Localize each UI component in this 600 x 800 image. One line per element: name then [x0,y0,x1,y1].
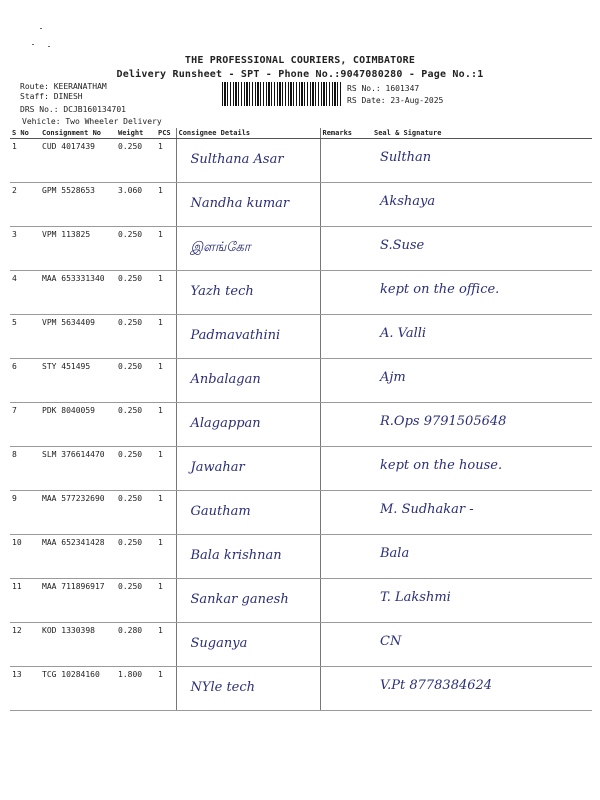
cell-consignee [176,139,320,183]
table-row [10,447,592,491]
cell-remarks [320,403,372,447]
cell-pcs [156,491,176,535]
cell-pcs [156,359,176,403]
cell-weight [116,623,156,667]
cell-signature [372,359,592,403]
cell-sno [10,447,40,491]
cell-sno [10,183,40,227]
cell-consignment-no-text: SLM 376614470 [42,450,105,459]
cell-consignment-no [40,227,116,271]
signature-handwriting: R.Ops 9791505648 [380,414,507,429]
cell-sno-text: 5 [12,318,17,327]
cell-weight-text: 0.280 [118,626,143,635]
consignee-handwriting: Alagappan [190,416,261,431]
cell-remarks [320,315,372,359]
cell-pcs-text: 1 [158,582,163,591]
cell-pcs [156,403,176,447]
route-label: Route: KEERANATHAM [20,82,107,91]
cell-signature [372,623,592,667]
scan-speck [32,44,34,45]
cell-consignment-no-text: VPM 113825 [42,230,91,239]
cell-sno-text: 8 [12,450,17,459]
cell-sno [10,623,40,667]
cell-weight [116,183,156,227]
cell-pcs-text: 1 [158,538,163,547]
cell-consignment-no-text: MAA 653331340 [42,274,105,283]
cell-pcs [156,535,176,579]
company-title: THE PROFESSIONAL COURIERS, COIMBATORE [184,55,416,66]
rs-number: RS No.: 1601347 [347,84,420,93]
cell-weight [116,139,156,183]
cell-remarks [320,491,372,535]
signature-handwriting: Bala [380,546,410,561]
runsheet-subtitle: Delivery Runsheet - SPT - Phone No.:9047080280 - Page No.:1 [116,69,484,80]
delivery-table [10,128,592,711]
cell-sno [10,315,40,359]
cell-consignment-no [40,623,116,667]
cell-consignment-no [40,491,116,535]
table-row [10,535,592,579]
table-header-row [10,128,592,139]
cell-remarks [320,579,372,623]
cell-remarks [320,359,372,403]
cell-consignment-no-text: STY 451495 [42,362,91,371]
col-pcs: PCS [156,128,176,139]
signature-handwriting: M. Sudhakar - [380,502,474,517]
cell-pcs-text: 1 [158,318,163,327]
cell-consignment-no [40,447,116,491]
cell-consignment-no [40,139,116,183]
rs-date: RS Date: 23-Aug-2025 [347,96,444,105]
cell-pcs [156,667,176,711]
col-consignment: Consignment No [40,128,116,139]
cell-consignee [176,315,320,359]
table-row [10,403,592,447]
signature-handwriting: Sulthan [380,150,432,165]
cell-sno-text: 9 [12,494,17,503]
consignee-handwriting: Yazh tech [190,284,254,299]
cell-weight-text: 0.250 [118,450,143,459]
cell-pcs-text: 1 [158,230,163,239]
cell-weight [116,359,156,403]
cell-weight [116,579,156,623]
cell-weight-text: 0.250 [118,362,143,371]
consignee-handwriting: Bala krishnan [190,548,282,563]
cell-consignment-no-text: PDK 8040059 [42,406,95,415]
cell-consignment-no [40,667,116,711]
cell-consignment-no-text: KOD 1330398 [42,626,95,635]
consignee-handwriting: Sankar ganesh [190,592,289,607]
cell-consignment-no [40,271,116,315]
cell-signature [372,491,592,535]
signature-handwriting: Ajm [380,370,406,385]
cell-consignee [176,491,320,535]
vehicle-label: Vehicle: Two Wheeler Delivery [22,117,162,126]
table-row [10,623,592,667]
cell-signature [372,315,592,359]
cell-pcs-text: 1 [158,274,163,283]
cell-sno-text: 13 [12,670,22,679]
cell-pcs [156,271,176,315]
table-row [10,183,592,227]
col-weight: Weight [116,128,156,139]
drs-label: DRS No.: DCJB160134701 [20,105,126,114]
cell-sno [10,403,40,447]
cell-weight [116,667,156,711]
consignee-handwriting: Suganya [190,636,248,651]
cell-consignment-no [40,403,116,447]
cell-weight-text: 0.250 [118,274,143,283]
consignee-handwriting: Nandha kumar [190,196,290,211]
cell-remarks [320,271,372,315]
cell-consignee [176,447,320,491]
cell-pcs [156,447,176,491]
cell-pcs-text: 1 [158,142,163,151]
cell-sno-text: 7 [12,406,17,415]
cell-signature [372,271,592,315]
signature-handwriting: T. Lakshmi [380,590,451,605]
cell-consignee [176,667,320,711]
cell-weight [116,403,156,447]
signature-handwriting: A. Valli [380,326,427,341]
cell-consignment-no [40,359,116,403]
cell-signature [372,139,592,183]
cell-sno [10,579,40,623]
cell-consignee [176,227,320,271]
cell-pcs-text: 1 [158,494,163,503]
consignee-handwriting: இளங்கோ [190,240,251,255]
col-sno: S No [10,128,40,139]
cell-remarks [320,623,372,667]
cell-sno [10,491,40,535]
cell-consignment-no [40,535,116,579]
col-consignee: Consignee Details [176,128,320,139]
signature-handwriting: kept on the house. [380,458,503,473]
cell-sno [10,667,40,711]
cell-consignment-no-text: MAA 652341428 [42,538,105,547]
signature-handwriting: CN [380,634,402,649]
cell-sno-text: 3 [12,230,17,239]
cell-consignment-no [40,579,116,623]
cell-weight [116,535,156,579]
cell-weight [116,447,156,491]
cell-weight-text: 0.250 [118,582,143,591]
cell-consignee [176,359,320,403]
cell-consignment-no-text: MAA 711896917 [42,582,105,591]
cell-signature [372,535,592,579]
scan-speck [48,46,50,47]
scan-speck [40,28,42,29]
cell-consignment-no-text: CUD 4017439 [42,142,95,151]
cell-weight-text: 0.250 [118,406,143,415]
cell-weight-text: 3.060 [118,186,143,195]
cell-weight [116,315,156,359]
table-row [10,359,592,403]
signature-handwriting: S.Suse [380,238,425,253]
cell-remarks [320,535,372,579]
cell-signature [372,579,592,623]
cell-sno-text: 12 [12,626,22,635]
cell-pcs [156,623,176,667]
signature-handwriting: kept on the office. [380,282,500,297]
cell-weight [116,227,156,271]
cell-remarks [320,447,372,491]
cell-consignee [176,623,320,667]
cell-signature [372,667,592,711]
cell-pcs-text: 1 [158,186,163,195]
signature-handwriting: V.Pt 8778384624 [380,678,493,693]
cell-consignee [176,183,320,227]
cell-remarks [320,227,372,271]
cell-remarks [320,139,372,183]
cell-sno-text: 11 [12,582,22,591]
cell-signature [372,227,592,271]
cell-sno [10,139,40,183]
cell-consignee [176,535,320,579]
cell-weight-text: 0.250 [118,142,143,151]
cell-sno-text: 4 [12,274,17,283]
consignee-handwriting: NYle tech [190,680,256,695]
cell-consignment-no [40,183,116,227]
table-row [10,271,592,315]
cell-pcs-text: 1 [158,406,163,415]
cell-consignment-no-text: TCG 10284160 [42,670,100,679]
cell-weight [116,491,156,535]
cell-pcs-text: 1 [158,450,163,459]
signature-handwriting: Akshaya [380,194,436,209]
consignee-handwriting: Sulthana Asar [190,152,284,167]
cell-weight [116,271,156,315]
cell-pcs [156,227,176,271]
cell-consignee [176,403,320,447]
cell-sno-text: 2 [12,186,17,195]
col-remarks: Remarks [320,128,372,139]
cell-weight-text: 0.250 [118,318,143,327]
table-row [10,579,592,623]
staff-label: Staff: DINESH [20,92,83,101]
barcode [222,82,342,106]
consignee-handwriting: Anbalagan [190,372,261,387]
cell-sno [10,227,40,271]
col-seal: Seal & Signature [372,128,592,139]
cell-signature [372,403,592,447]
cell-sno [10,535,40,579]
cell-pcs-text: 1 [158,626,163,635]
cell-sno-text: 1 [12,142,17,151]
consignee-handwriting: Jawahar [190,460,245,475]
cell-pcs [156,183,176,227]
cell-consignee [176,271,320,315]
cell-consignment-no-text: VPM 5634409 [42,318,95,327]
consignee-handwriting: Padmavathini [190,328,281,343]
cell-sno [10,359,40,403]
cell-remarks [320,667,372,711]
cell-sno [10,271,40,315]
cell-consignee [176,579,320,623]
cell-consignment-no-text: GPM 5528653 [42,186,95,195]
cell-signature [372,447,592,491]
cell-weight-text: 0.250 [118,538,143,547]
table-row [10,139,592,183]
cell-sno-text: 10 [12,538,22,547]
cell-weight-text: 0.250 [118,494,143,503]
cell-consignment-no [40,315,116,359]
cell-signature [372,183,592,227]
cell-consignment-no-text: MAA 577232690 [42,494,105,503]
cell-pcs [156,579,176,623]
cell-pcs-text: 1 [158,362,163,371]
cell-sno-text: 6 [12,362,17,371]
table-row [10,315,592,359]
cell-weight-text: 0.250 [118,230,143,239]
consignee-handwriting: Gautham [190,504,251,519]
cell-remarks [320,183,372,227]
table-row [10,667,592,711]
table-row [10,491,592,535]
cell-pcs-text: 1 [158,670,163,679]
table-row [10,227,592,271]
cell-weight-text: 1.800 [118,670,143,679]
cell-pcs [156,139,176,183]
cell-pcs [156,315,176,359]
